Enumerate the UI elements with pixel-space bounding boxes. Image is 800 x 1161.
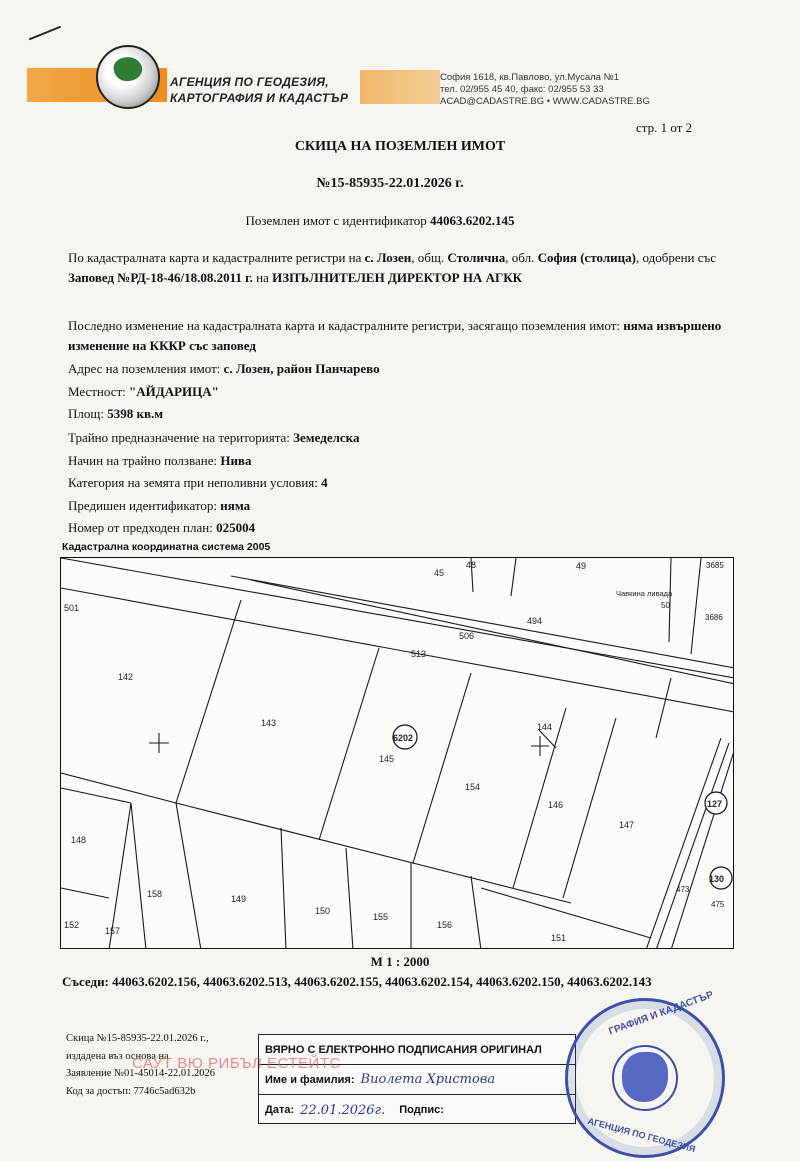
identifier-value: 44063.6202.145 — [430, 213, 515, 228]
parcel-label: 148 — [71, 835, 87, 845]
usage-row — [68, 451, 728, 471]
basis-region: София — [537, 250, 577, 265]
agency-name-line1: АГЕНЦИЯ ПО ГЕОДЕЗИЯ, — [170, 75, 329, 89]
prev-id-label: Предишен идентификатор: — [68, 498, 218, 513]
address-label: Адрес на поземления имот: — [68, 361, 221, 376]
parcel-label: 48 — [466, 560, 477, 570]
basis-village: с. Лозен — [364, 250, 412, 265]
footer-issued-basis: издадена въз основа на — [66, 1050, 169, 1062]
basis-region-note: (столица) — [580, 250, 636, 265]
purpose-label: Трайно предназначение на територията: — [68, 430, 290, 445]
address-value: с. Лозен, район Панчарево — [223, 361, 380, 376]
agency-name — [170, 74, 370, 106]
verify-sign-label: Подпис: — [399, 1104, 444, 1116]
parcel-label: 144 — [537, 722, 553, 732]
category-value: 4 — [321, 475, 328, 490]
purpose-row — [68, 428, 728, 448]
parcel-label: 142 — [118, 672, 134, 682]
road-label: 513 — [411, 649, 427, 659]
map-caption: Кадастрална координатна система 2005 — [62, 541, 271, 553]
watermark: САУТ ВЮ РИБЪЛ ЕСТЕЙТС — [132, 1055, 341, 1072]
parcel-label: 149 — [231, 894, 247, 904]
basis-order: Заповед №РД-18-46/18.08.2011 г. — [68, 270, 253, 285]
verify-title: ВЯРНО С ЕЛЕКТРОННО ПОДПИСАНИЯ ОРИГИНАЛ — [259, 1035, 575, 1065]
parcel-label: 154 — [465, 782, 481, 792]
footer-application: Заявление №01-45014-22.01.2026 — [66, 1068, 216, 1079]
parcel-label: 157 — [105, 926, 121, 936]
quarter-label: 6202 — [393, 733, 414, 743]
parcel-label: 152 — [64, 920, 80, 930]
locality-value: "АЙДАРИЦА" — [129, 384, 219, 399]
parcel-label: 50 — [661, 601, 670, 610]
target-parcel-label: 145 — [379, 754, 395, 764]
verify-date-label: Дата: — [265, 1104, 295, 1116]
verify-date-row — [259, 1095, 575, 1125]
category-label: Категория на земята при неполивни условия: — [68, 475, 318, 490]
area-value: 5398 кв.м — [107, 406, 164, 421]
parcel-label: 147 — [619, 820, 635, 830]
parcel-label: 3686 — [705, 613, 723, 622]
prev-plan-value: 025004 — [216, 520, 256, 535]
usage-value: Нива — [220, 453, 252, 468]
prev-plan-row — [68, 518, 728, 538]
parcel-label: 494 — [527, 616, 543, 626]
parcel-label: 3685 — [706, 561, 724, 570]
verify-date-value: 22.01.2026г. — [300, 1102, 386, 1118]
parcel-label: 49 — [576, 561, 587, 571]
parcel-label: 150 — [315, 906, 331, 916]
basis-text: , обл. — [505, 250, 535, 265]
map-scale: М 1 : 2000 — [370, 954, 430, 969]
agency-contact — [440, 72, 670, 108]
locality-row — [68, 382, 728, 402]
basis-text: , одобрени със — [635, 250, 717, 265]
seal-map-icon — [622, 1052, 668, 1102]
parcel-label: 475 — [711, 900, 725, 909]
basis-authority: ИЗПЪЛНИТЕЛЕН ДИРЕКТОР НА АГКК — [272, 270, 523, 285]
parcel-label: 45 — [434, 568, 445, 578]
locality-map-label: Чавкина ливада — [616, 589, 673, 598]
parcel-label: 473 — [676, 885, 690, 894]
category-row — [68, 473, 728, 493]
prev-id-value: няма — [220, 498, 251, 513]
parcel-label: 143 — [261, 718, 277, 728]
last-change-value: няма извършено изменение на КККР със заповед — [68, 318, 722, 353]
basis-text: По кадастралната карта и кадастралните регистри на — [68, 250, 362, 265]
cadastral-basis — [68, 248, 728, 288]
document-number: №15-85935-22.01.2026 г. — [316, 176, 464, 191]
parcel-label: 506 — [459, 631, 475, 641]
quarter-label: 130 — [709, 874, 725, 884]
footer-access-code: Код за достъп: 7746c5ad632b — [66, 1085, 196, 1097]
area-row — [68, 404, 728, 424]
identifier-label: Поземлен имот с идентификатор — [245, 213, 427, 228]
parcel-label: 158 — [147, 889, 163, 899]
verification-stamp — [258, 1034, 576, 1124]
pen-scratch — [29, 26, 61, 41]
last-change — [68, 316, 728, 356]
contact-web: ACAD@CADASTRE.BG • WWW.CADASTRE.BG — [440, 96, 650, 107]
header-bar-right — [360, 70, 440, 104]
seal-text-bottom: АГЕНЦИЯ ПО ГЕОДЕЗИЯ — [586, 1115, 697, 1155]
parcel-label: 501 — [64, 603, 80, 613]
purpose-value: Земеделска — [293, 430, 360, 445]
footer-sketch-number: Скица №15-85935-22.01.2026 г., — [66, 1033, 209, 1044]
prev-plan-label: Номер от предходен план: — [68, 520, 213, 535]
property-identifier — [0, 213, 780, 229]
parcel-label: 156 — [437, 920, 453, 930]
cadastral-map — [60, 557, 734, 949]
basis-text: , общ. — [411, 250, 445, 265]
contact-phone: тел. 02/955 45 40, факс: 02/955 53 33 — [440, 84, 604, 95]
prev-id-row — [68, 496, 728, 516]
page-number: стр. 1 от 2 — [636, 120, 693, 135]
usage-label: Начин на трайно ползване: — [68, 453, 218, 468]
document-title: СКИЦА НА ПОЗЕМЛЕН ИМОТ — [294, 139, 506, 154]
parcel-label: 146 — [548, 800, 564, 810]
last-change-label: Последно изменение на кадастралната карта и кадастралните регистри, засягащо поземления имот: — [68, 318, 621, 333]
agency-name-line2: КАРТОГРАФИЯ И КАДАСТЪР — [170, 91, 349, 105]
verify-name-label: Име и фамилия: — [265, 1073, 355, 1086]
contact-address: София 1618, кв.Павлово, ул.Мусала №1 — [440, 72, 620, 83]
neighbors-list: Съседи: 44063.6202.156, 44063.6202.513, 44063.6202.155, 44063.6202.154, 44063.6202.150, 44063.6202.143 — [62, 974, 652, 989]
verify-name-signature: Виолета Христова — [360, 1072, 496, 1087]
parcel-label: 155 — [373, 912, 389, 922]
locality-label: Местност: — [68, 384, 126, 399]
basis-municipality: Столична — [447, 250, 506, 265]
quarter-label: 127 — [707, 799, 723, 809]
parcel-label: 151 — [551, 933, 567, 943]
address-row — [68, 359, 728, 379]
seal-text-top: ГРАФИЯ И КАДАСТЪР — [607, 989, 715, 1038]
area-label: Площ: — [68, 406, 104, 421]
basis-text: на — [256, 270, 269, 285]
